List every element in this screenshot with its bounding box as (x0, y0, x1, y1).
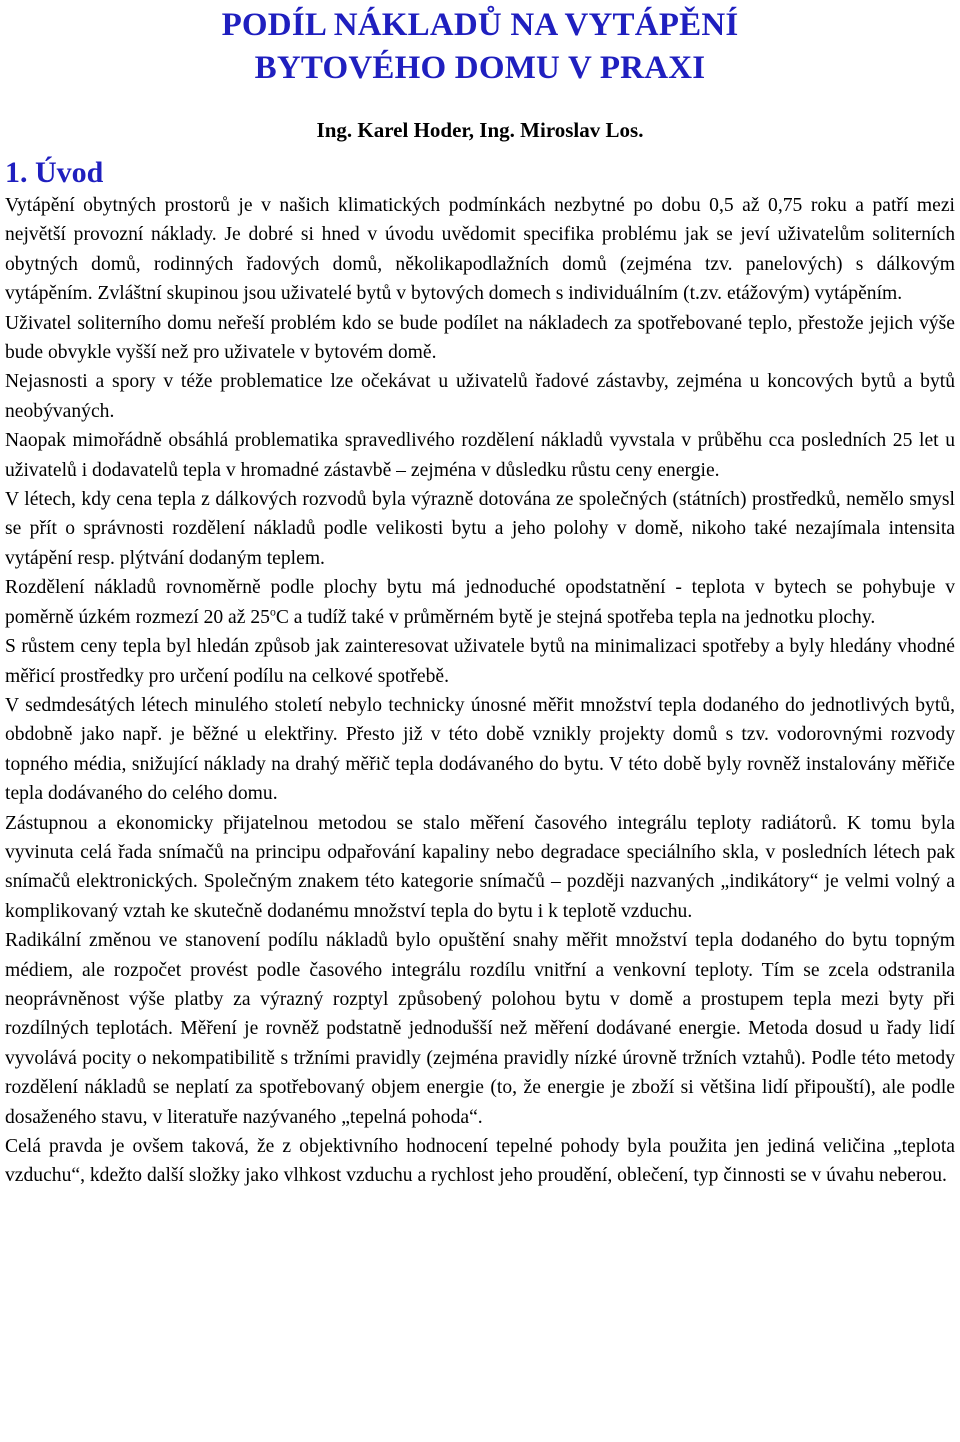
paragraph: Radikální změnou ve stanovení podílu nákladů bylo opuštění snahy měřit množství tepla dodaného do bytu topným médiem, ale rozpočet provést podle časového integrálu rozdílu vnitřní a venkovní teploty. Tím se zcela odstranila neoprávněnost výše platby za výrazný rozptyl způsobený polohou bytu v domě a prostupem tepla mezi byty při rozdílných teplotách. Měření je rovněž podstatně jednodušší než měření dodávané energie. Metoda dosud u řady lidí vyvolává pocity o nekompatibilitě s tržními pravidly (zejména pravidly nízké úrovně tržních vztahů). Podle této metody rozdělení nákladů se neplatí za spotřebovaný objem energie (to, že energie je zboží si většina lidí připouští), ale podle dosaženého stavu, v literatuře nazývaného „tepelná pohoda“. (5, 930, 955, 1128)
paragraph: Zástupnou a ekonomicky přijatelnou metodou se stalo měření časového integrálu teploty radiátorů. K tomu byla vyvinuta celá řada snímačů na principu odpařování kapaliny nebo degradace speciálního skla, v posledních létech pak snímačů elektronických. Společným znakem této kategorie snímačů – později nazvaných „indikátory“ je velmi volný a komplikovaný vztah ke skutečně dodanému množství tepla do bytu i k teplotě vzduchu. (5, 812, 955, 922)
paragraph: Naopak mimořádně obsáhlá problematika spravedlivého rozdělení nákladů vyvstala v průběhu cca posledních 25 let u uživatelů i dodavatelů tepla v hromadné zástavbě – zejména v důsledku růstu ceny energie. (5, 430, 955, 481)
section-heading: 1. Úvod (5, 156, 104, 189)
paragraph: V létech, kdy cena tepla z dálkových rozvodů byla výrazně dotována ze společných (státních) prostředků, nemělo smysl se přít o správnosti rozdělení nákladů podle velikosti bytu a jeho polohy v domě, nikoho také nezajímala intensita vytápění resp. plýtvání dodaným teplem. (5, 489, 955, 569)
authors: Ing. Karel Hoder, Ing. Miroslav Los. (316, 118, 644, 142)
paragraph: Vytápění obytných prostorů je v našich klimatických podmínkách nezbytné po dobu 0,5 až 0,75 roku a patří mezi největší provozní náklady. Je dobré si hned v úvodu uvědomit specifika problému jak se jeví uživatelům soliterních obytných domů, rodinných řadových domů, několikapodlažních domů (zejména tzv. panelových) s dálkovým vytápěním. Zvláštní skupinou jsou uživatelé bytů v bytových domech s individuálním (t.zv. etážovým) vytápěním. (5, 195, 955, 305)
document-body (5, 191, 955, 1191)
paragraph-part: C a tudíž také v průměrném bytě je stejná spotřeba tepla na jednotku plochy. (275, 606, 876, 628)
paragraph: S růstem ceny tepla byl hledán způsob jak zainteresovat uživatele bytů na minimalizaci spotřeby a byly hledány vhodné měřicí prostředky pro určení podílu na celkové spotřebě. (5, 636, 955, 687)
title-line-1: PODÍL NÁKLADŮ NA VYTÁPĚNÍ (221, 7, 739, 43)
paragraph: Uživatel soliterního domu neřeší problém kdo se bude podílet na nákladech za spotřebované teplo, přestože jejich výše bude obvykle vyšší než pro uživatele v bytovém domě. (5, 312, 955, 364)
paragraph: Nejasnosti a spory v téže problematice lze očekávat u uživatelů řadové zástavby, zejména u koncových bytů a bytů neobývaných. (5, 371, 955, 422)
degree-superscript: o (269, 605, 276, 619)
paragraph-with-temperature (5, 573, 955, 632)
paragraph: V sedmdesátých létech minulého století nebylo technicky únosné měřit množství tepla dodaného do jednotlivých bytů, obdobně jako např. je běžné u elektřiny. Přesto již v této době vznikly projekty domů s tzv. vodorovnými rozvody topného média, snižující náklady na drahý měřič tepla dodávaného do bytu. V této době byly rovněž instalovány měřiče tepla dodávaného do celého domu. (5, 694, 955, 805)
document-title (5, 0, 955, 90)
paragraph-part: Rozdělení nákladů rovnoměrně podle plochy bytu má jednoduché opodstatnění - teplota v bytech se pohybuje v poměrně úzkém rozmezí 20 až 25 (5, 577, 955, 628)
title-line-2: BYTOVÉHO DOMU V PRAXI (254, 50, 706, 86)
paragraph: Celá pravda je ovšem taková, že z objektivního hodnocení tepelné pohody byla použita jen jediná veličina „teplota vzduchu“, kdežto další složky jako vlhkost vzduchu a rychlost jeho proudění, oblečení, typ činnosti se v úvahu neberou. (5, 1136, 955, 1187)
